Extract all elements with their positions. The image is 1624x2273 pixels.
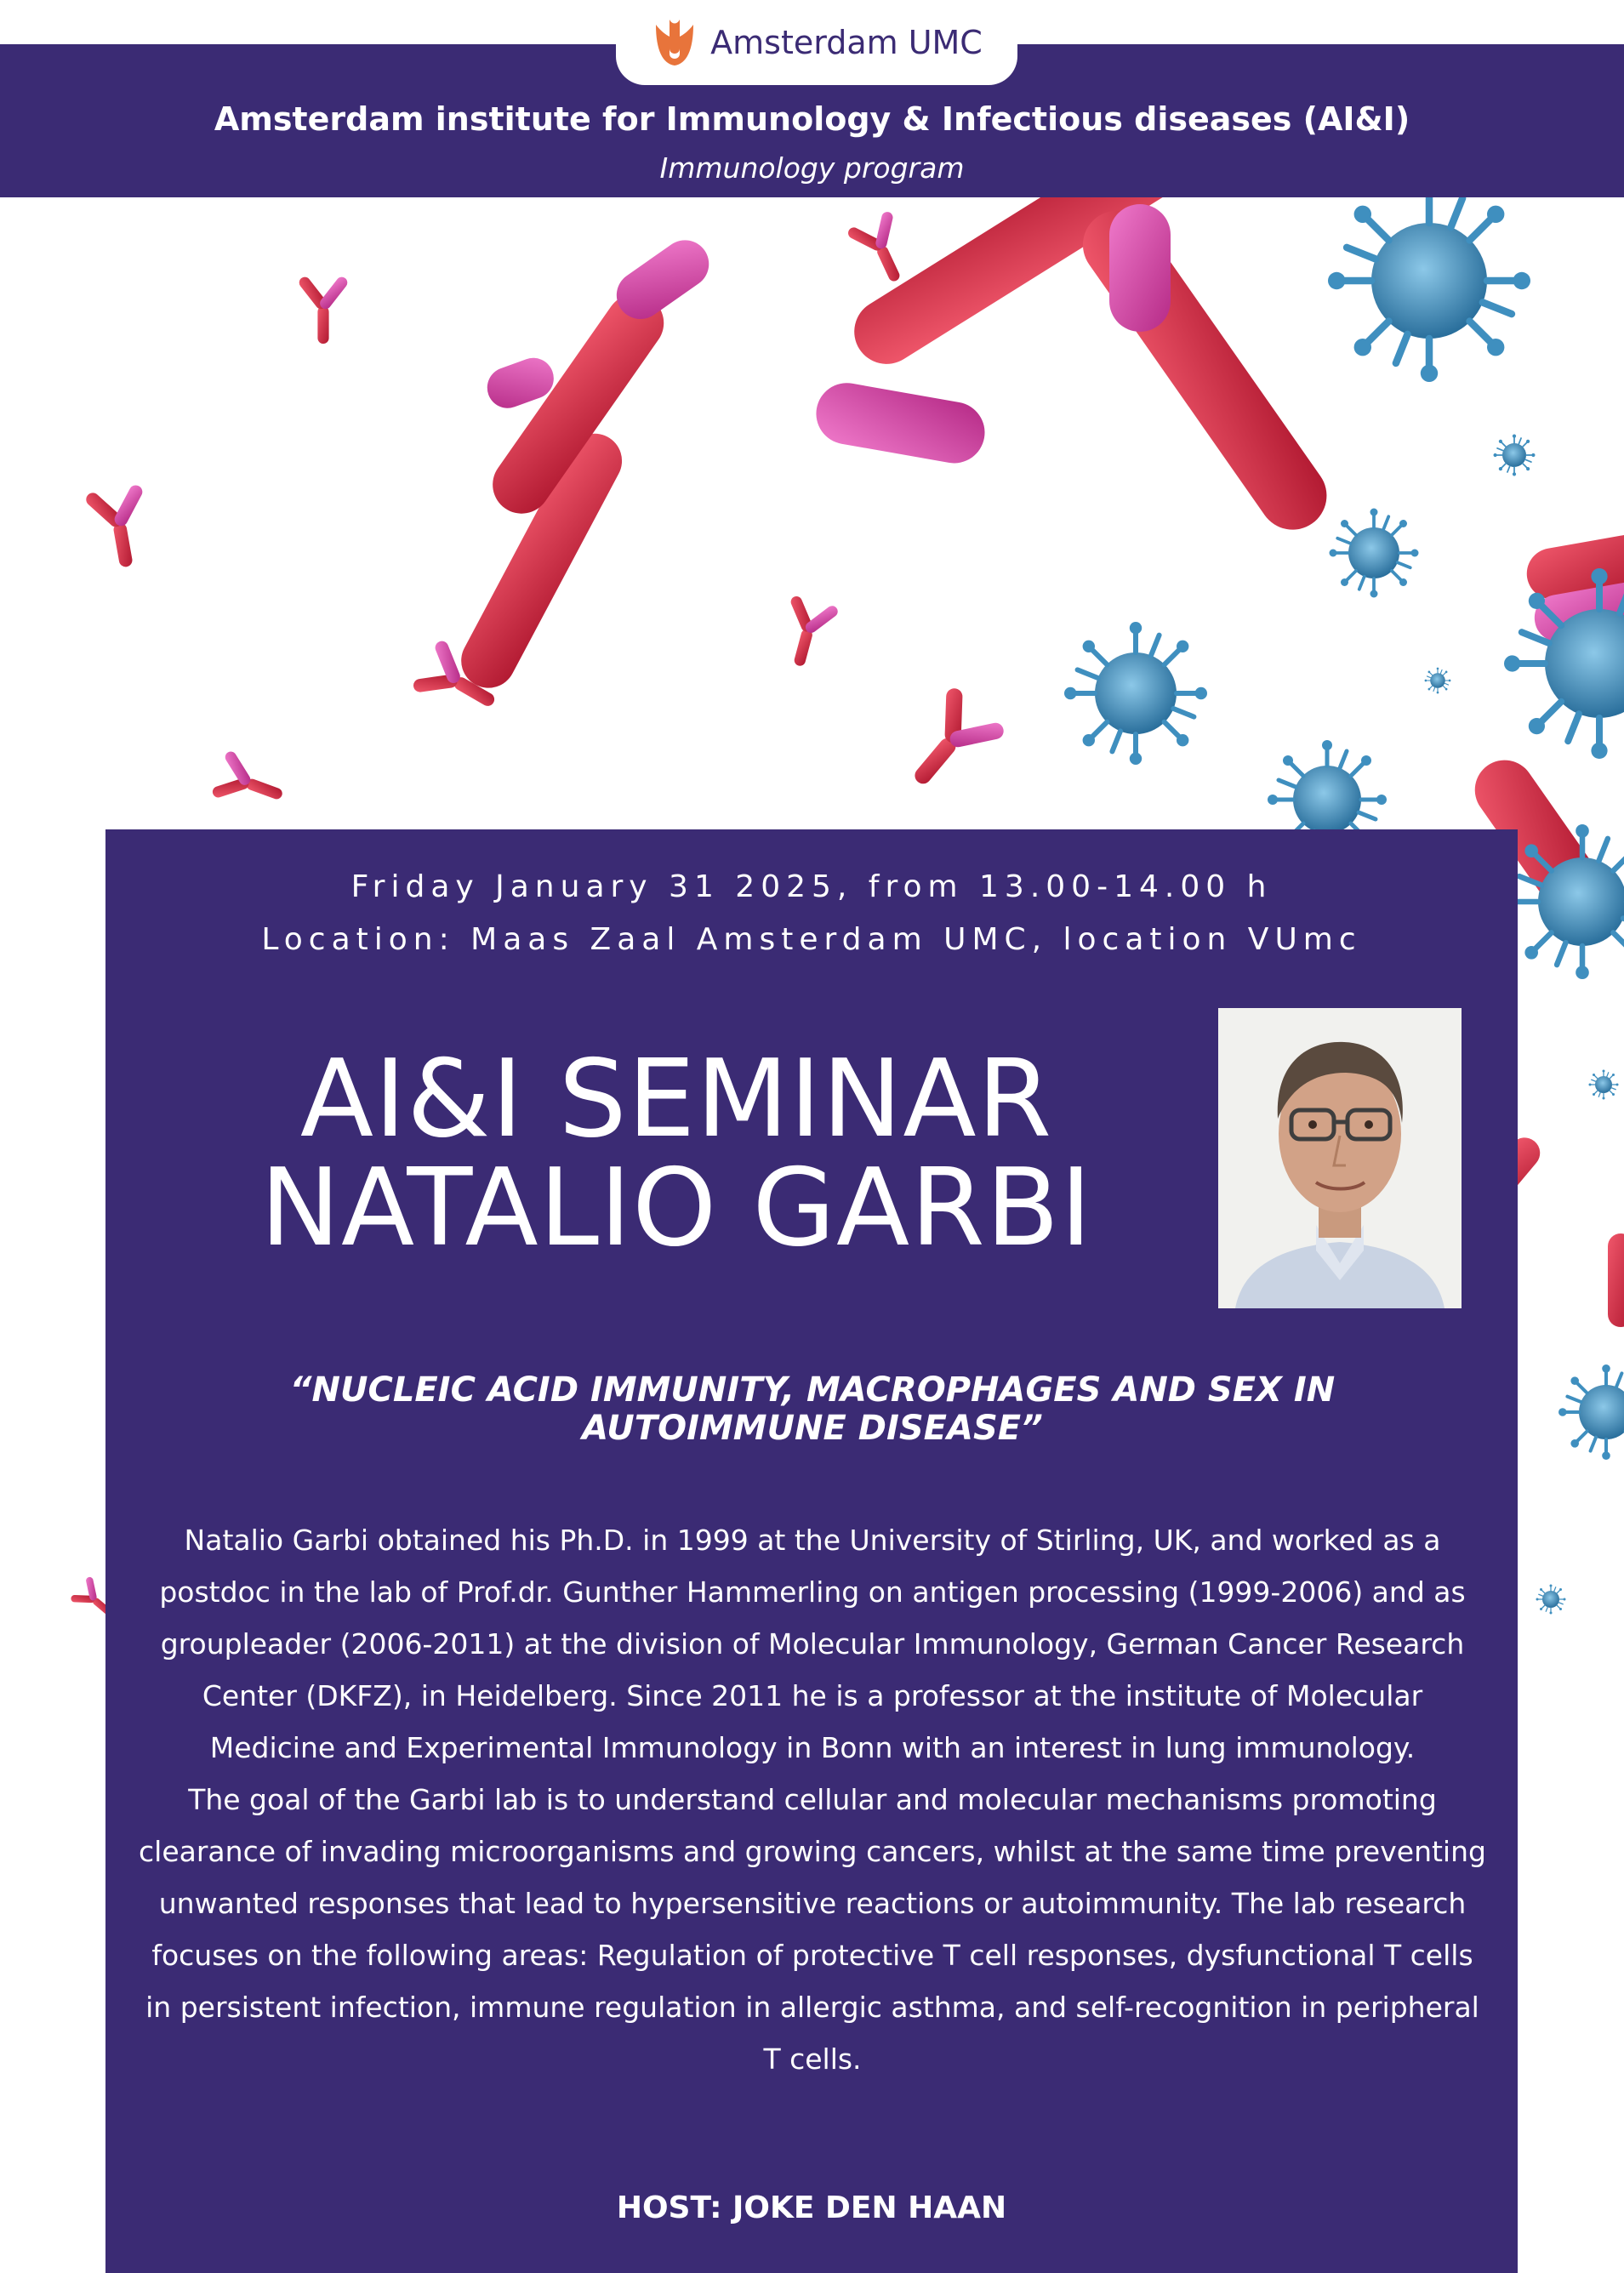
institute-title: Amsterdam institute for Immunology & Infectious diseases (AI&I) (214, 100, 1410, 138)
logo (616, 0, 1017, 85)
event-date: Friday January 31 2025, from 13.00-14.00 h (350, 869, 1273, 904)
logo-text: Amsterdam UMC (710, 24, 983, 61)
program-subtitle: Immunology program (659, 151, 965, 185)
tulip-logo-icon (651, 16, 698, 69)
seminar-title-line1: AI&I SEMINAR (299, 1036, 1053, 1161)
event-location: Location: Maas Zaal Amsterdam UMC, location VUmc (261, 922, 1362, 957)
seminar-title-line2: NATALIO GARBI (259, 1145, 1093, 1270)
talk-title: “NUCLEIC ACID IMMUNITY, MACROPHAGES AND SEX IN AUTOIMMUNE DISEASE” (289, 1370, 1336, 1448)
speaker-portrait (1218, 1008, 1462, 1308)
bio-paragraph-2: The goal of the Garbi lab is to understand cellular and molecular mechanisms promoting clearance of invading microorganisms and growing cancers, whilst at the same time preventing unwanted responses that lead to hypersensitive reactions or autoimmunity. The lab research focuses on the following areas: Regulation of protective T cell responses, dysfunctional T cells in persistent infection, immune regulation in allergic asthma, and self-recognition in peripheral T cells. (139, 1783, 1486, 2076)
host-line: HOST: JOKE DEN HAAN (616, 2190, 1007, 2225)
seminar-title (170, 1036, 1182, 1270)
bio-paragraph-1: Natalio Garbi obtained his Ph.D. in 1999 at the University of Stirling, UK, and worked as a postdoc in the lab of Prof.dr. Gunther Hammerling on antigen processing (1999-2006) and as groupleader (2006-2011) at the division of Molecular Immunology, German Cancer Research Center (DKFZ), in Heidelberg. Since 2011 he is a professor at the institute of Molecular Medicine and Experimental Immunology in Bonn with an interest in lung immunology. (159, 1524, 1466, 1764)
speaker-bio (136, 1514, 1489, 2085)
speaker-photo (1218, 1008, 1462, 1308)
